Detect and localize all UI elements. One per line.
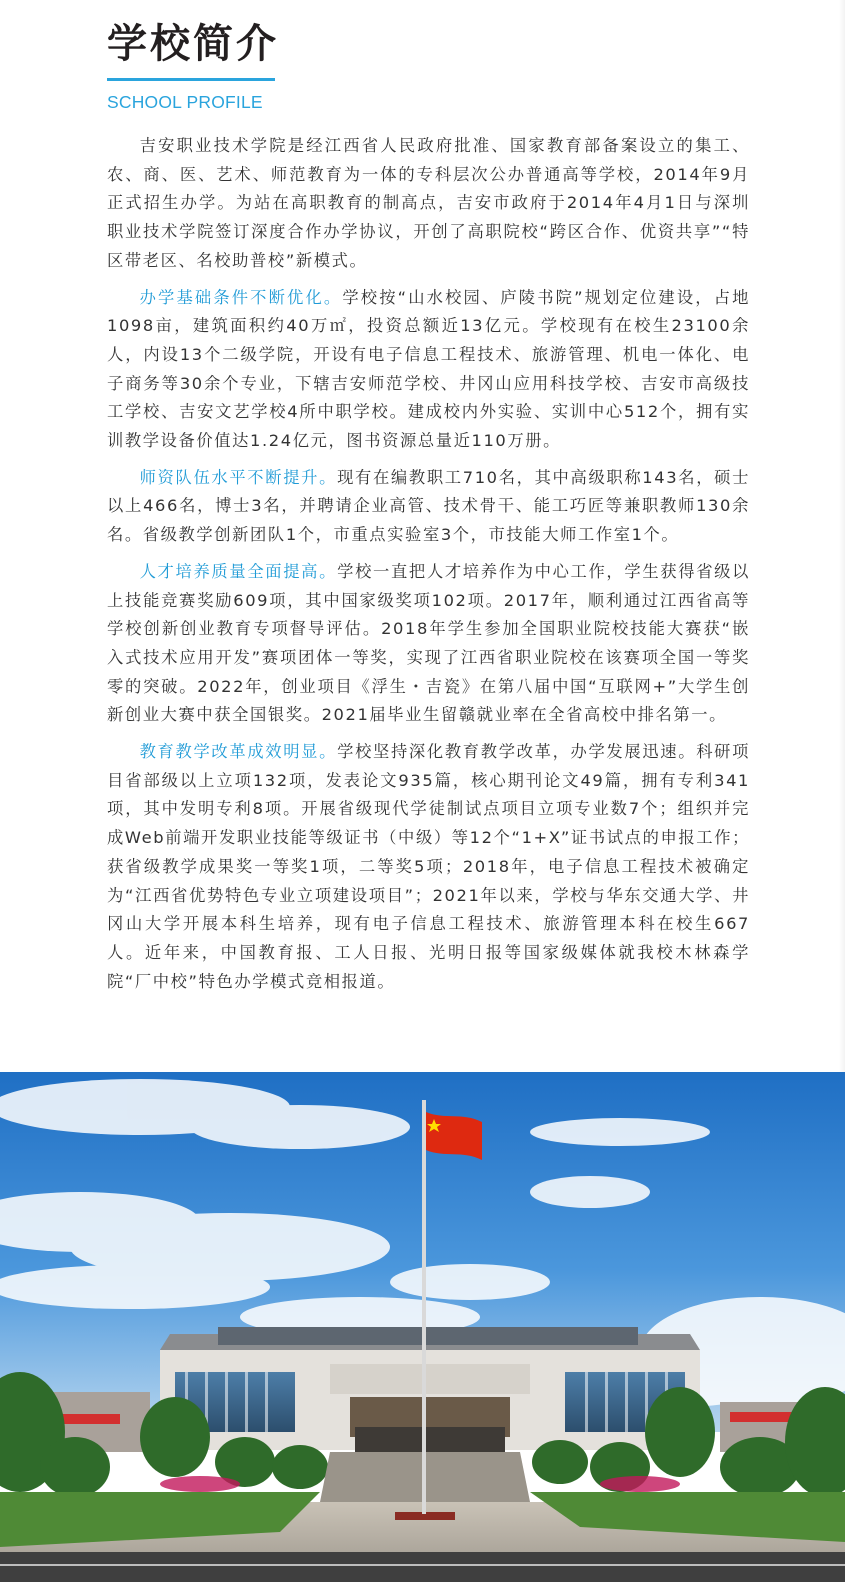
page-edge-shadow: [839, 0, 845, 1076]
paragraph-faculty: [107, 464, 750, 550]
page-title: 学校简介: [107, 21, 279, 67]
paragraph-text: 现有在编教职工710名，其中高级职称143名，硕士以上466名，博士3名，并聘请企业高管、技术骨干、能工巧匠等兼职教师130余名。省级教学创新团队1个，市重点实验室3个，市技能大师工作室1个。: [107, 467, 750, 545]
page-subtitle: SCHOOL PROFILE: [107, 92, 263, 112]
campus-photo: [0, 1072, 845, 1582]
road: [0, 1552, 845, 1582]
paragraph-lead: 教育教学改革成效明显。: [139, 742, 338, 762]
section-header: [107, 16, 347, 113]
intro-paragraph: [107, 132, 750, 276]
paragraph-lead: 办学基础条件不断优化。: [139, 287, 343, 307]
paragraph-text: 学校按“山水校园、庐陵书院”规划定位建设，占地1098亩，建筑面积约40万㎡，投资总额近13亿元。学校现有在校生23100余人，内设13个二级学院，开设有电子信息工程技术、旅游管理、机电一体化、电子商务等30余个专业，下辖吉安师范学校、井冈山应用科技学校、吉安市高级技工学校、吉安文艺学校4所中职学校。建成校内外实验、实训中心512个，拥有实训教学设备价值达1.24亿元，图书资源总量近110万册。: [107, 287, 751, 451]
flagpole: [422, 1100, 426, 1514]
main-building: [160, 1327, 700, 1452]
paragraph-lead: 人才培养质量全面提高。: [139, 561, 338, 581]
paragraph-facilities: [107, 284, 750, 456]
campus-scene: [0, 1072, 845, 1582]
paragraph-talent: [107, 558, 750, 730]
paragraph-reform: [107, 738, 750, 996]
paragraph-text: 学校一直把人才培养作为中心工作，学生获得省级以上技能竞赛奖励609项，其中国家级奖项102项。2017年，顺利通过江西省高等学校创新创业教育专项督导评估。2018年学生参加全国职业院校技能大赛获“嵌入式技术应用开发”赛项团体一等奖，实现了江西省职业院校在该赛项全国一等奖零的突破。2022年，创业项目《浮生・吉瓷》在第八届中国“互联网+”大学生创新创业大赛中获全国银奖。2021届毕业生留赣就业率在全省高校中排名第一。: [107, 561, 750, 725]
paragraph-lead: 师资队伍水平不断提升。: [139, 467, 338, 487]
paragraph-text: 吉安职业技术学院是经江西省人民政府批准、国家教育部备案设立的集工、农、商、医、艺术、师范教育为一体的专科层次公办普通高等学校，2014年9月正式招生办学。为站在高职教育的制高点，吉安市政府于2014年4月1日与深圳职业技术学院签订深度合作办学协议，开创了高职院校“跨区合作、优资共享”“特区带老区、名校助普校”新模式。: [107, 136, 750, 270]
title-underline: [107, 78, 275, 81]
paragraph-text: 学校坚持深化教育教学改革，办学发展迅速。科研项目省部级以上立项132项，发表论文935篇，核心期刊论文49篇，拥有专利341项，其中发明专利8项。开展省级现代学徒制试点项目立项专业数7个；组织并完成Web前端开发职业技能等级证书（中级）等12个“1+X”证书试点的申报工作；获省级教学成果奖一等奖1项，二等奖5项；2018年，电子信息工程技术被确定为“江西省优势特色专业立项建设项目”；2021年以来，学校与华东交通大学、井冈山大学开展本科生培养，现有电子信息工程技术、旅游管理本科在校生667人。近年来，中国教育报、工人日报、光明日报等国家级媒体就我校木林森学院“厂中校”特色办学模式竞相报道。: [107, 742, 750, 991]
profile-body: [107, 132, 750, 1004]
